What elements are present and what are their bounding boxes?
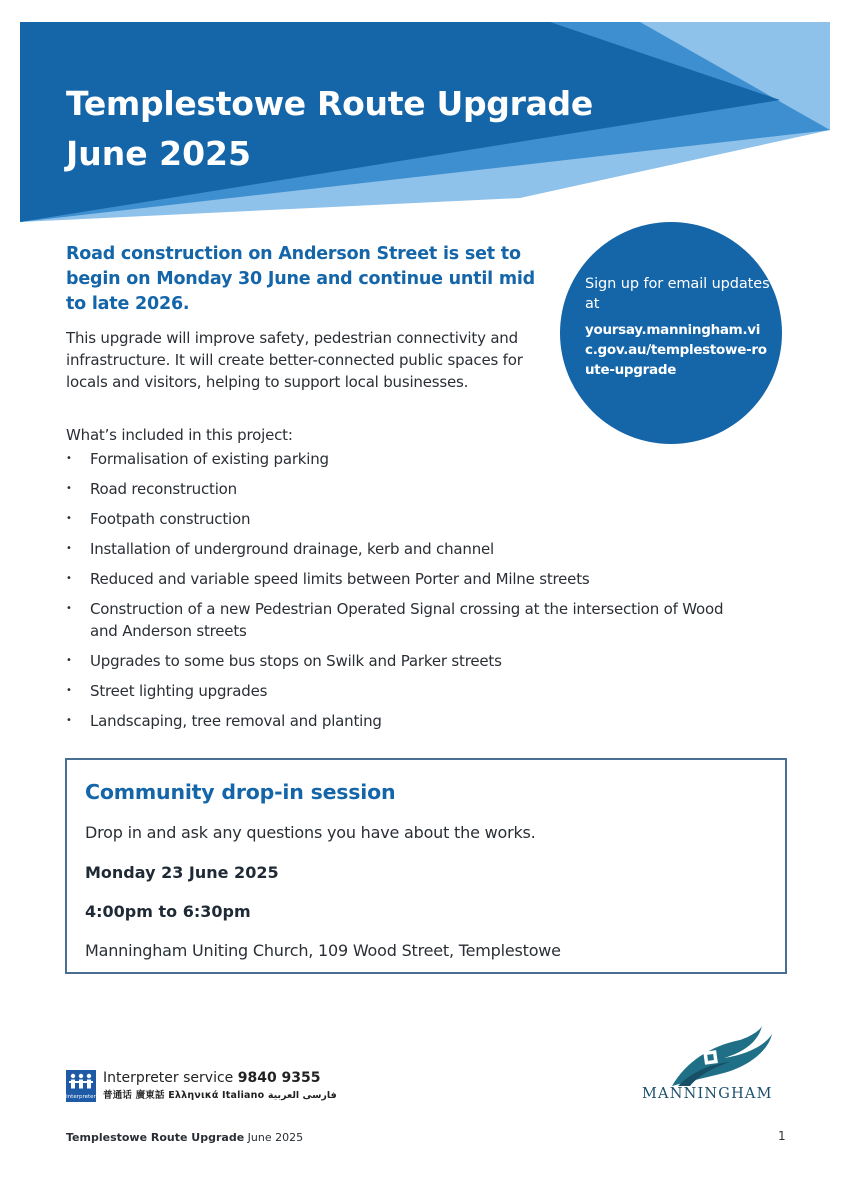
interpreter-phone[interactable]: 9840 9355: [237, 1070, 321, 1086]
project-scope-list: [66, 448, 746, 740]
list-item: • Reduced and variable speed limits between Porter and Milne streets: [66, 568, 746, 590]
list-item: • Street lighting upgrades: [66, 680, 746, 702]
signup-link[interactable]: yoursay.manningham.vic.gov.au/templestowe-route-upgrade: [585, 322, 767, 378]
page-subtitle: June 2025: [66, 134, 251, 173]
signup-callout: [560, 222, 782, 444]
footer-title: Templestowe Route Upgrade: [66, 1131, 245, 1144]
list-item: • Landscaping, tree removal and planting: [66, 710, 746, 732]
interpreter-label: Interpreter service: [103, 1070, 234, 1086]
list-item: • Footpath construction: [66, 508, 746, 530]
list-item: • Construction of a new Pedestrian Operated Signal crossing at the intersection of Wood and Anderson streets: [66, 598, 746, 642]
list-item: • Formalisation of existing parking: [66, 448, 746, 470]
list-item: • Installation of underground drainage, kerb and channel: [66, 538, 746, 560]
page-title: Templestowe Route Upgrade: [66, 84, 593, 123]
interpreter-languages: 普通话 廣東話 Ελληνικά Italiano فارسی العربية: [103, 1090, 337, 1101]
drop-in-session-box: [65, 758, 787, 974]
page-number: 1: [778, 1129, 786, 1143]
interpreter-logo-icon: [66, 1070, 96, 1102]
footer-document-title: [66, 1131, 303, 1145]
drop-in-time: 4:00pm to 6:30pm: [85, 902, 251, 921]
header-banner: [0, 0, 848, 225]
intro-body: This upgrade will improve safety, pedestrian connectivity and infrastructure. It will create better-connected public spaces for locals and visitors, helping to support local businesses.: [66, 329, 523, 391]
list-item: • Road reconstruction: [66, 478, 746, 500]
intro-section: [66, 242, 536, 393]
included-label: What’s included in this project:: [66, 426, 293, 444]
drop-in-date: Monday 23 June 2025: [85, 863, 279, 882]
intro-lead: Road construction on Anderson Street is set to begin on Monday 30 June and continue until mid to late 2026.: [66, 244, 535, 314]
drop-in-venue: Manningham Uniting Church, 109 Wood Street, Templestowe: [85, 941, 561, 960]
interpreter-service: [103, 1068, 321, 1088]
drop-in-title: Community drop-in session: [85, 780, 396, 804]
footer-date: June 2025: [247, 1131, 304, 1144]
interpreter-logo-text: interpreter: [66, 1094, 96, 1100]
manningham-wordmark: MANNINGHAM: [642, 1086, 773, 1102]
signup-lead: Sign up for email updates at: [585, 276, 770, 312]
list-item: • Upgrades to some bus stops on Swilk and Parker streets: [66, 650, 746, 672]
interpreter-people-icon: [66, 1070, 96, 1102]
drop-in-text: Drop in and ask any questions you have about the works.: [85, 823, 536, 842]
